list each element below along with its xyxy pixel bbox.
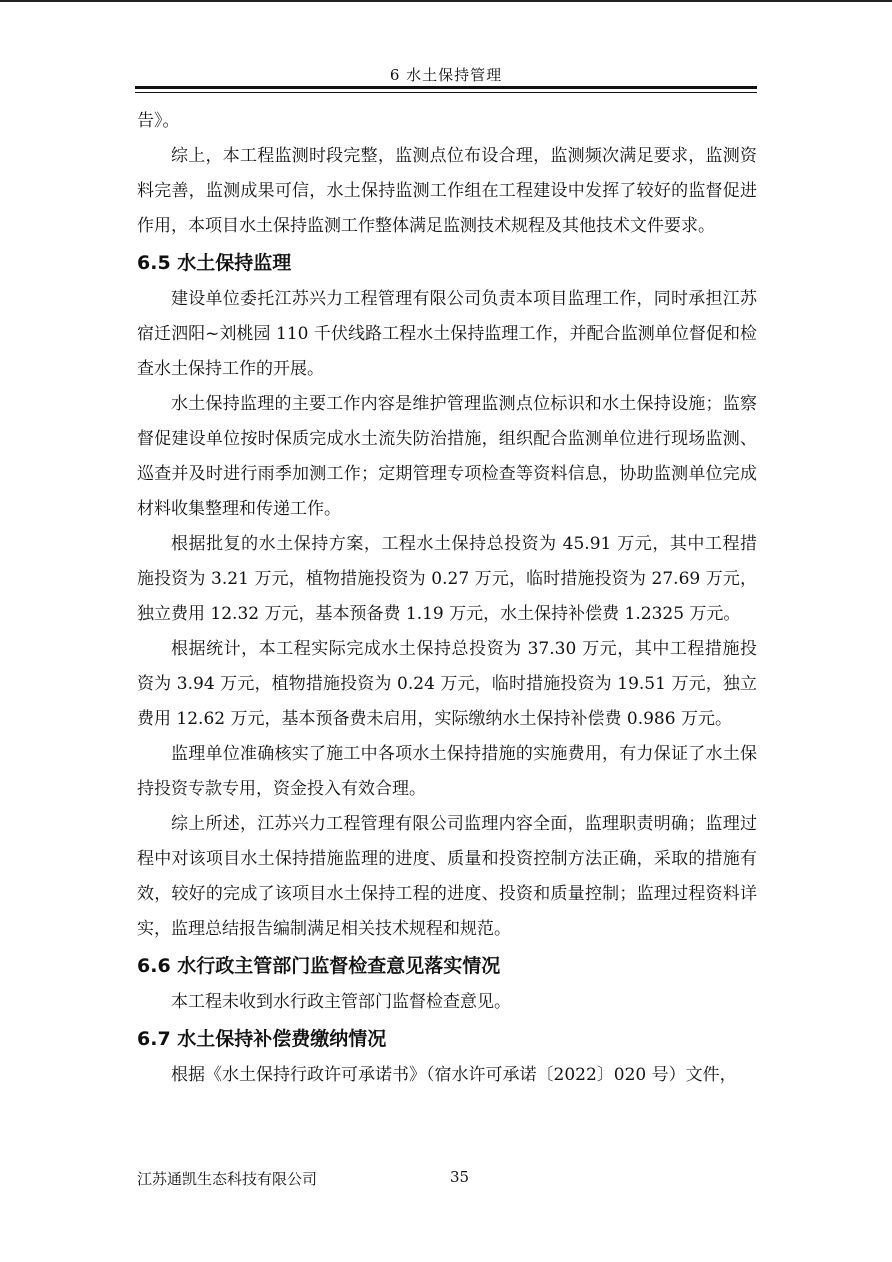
paragraph-cost-verification: 监理单位准确核实了施工中各项水土保持措施的实施费用，有力保证了水土保持投资专款专用，资金投入有效合理。	[137, 744, 757, 799]
paragraph-approved-investment: 根据批复的水土保持方案，工程水土保持总投资为 45.91 万元，其中工程措施投资为 3.21 万元，植物措施投资为 0.27 万元，临时措施投资为 27.69 万元，独立费用 12.32 万元，基本预备费 1.19 万元，水土保持补偿费 1.2325 万元。	[137, 534, 757, 624]
running-header-title: 6 水土保持管理	[389, 66, 503, 84]
paragraph-supervision-entrust: 建设单位委托江苏兴力工程管理有限公司负责本项目监理工作，同时承担江苏宿迁泗阳~刘桃园 110 千伏线路工程水土保持监理工作，并配合监测单位督促和检查水土保持工作的开展。	[137, 289, 757, 379]
paragraph-compensation-fee: 根据《水土保持行政许可承诺书》（宿水许可承诺〔2022〕020 号）文件，	[171, 1065, 737, 1085]
paragraph-actual-investment: 根据统计，本工程实际完成水土保持总投资为 37.30 万元，其中工程措施投资为 3.94 万元，植物措施投资为 0.24 万元，临时措施投资为 19.51 万元，独立费用 12.62 万元，基本预备费未启用，实际缴纳水土保持补偿费 0.986 万元。	[137, 639, 757, 729]
footer-company-name: 江苏通凯生态科技有限公司	[137, 1170, 318, 1188]
header-rule-thin	[135, 92, 757, 93]
paragraph-supervision-summary: 综上所述，江苏兴力工程管理有限公司监理内容全面，监理职责明确；监理过程中对该项目水土保持措施监理的进度、质量和投资控制方法正确，采取的措施有效，较好的完成了该项目水土保持工程的进度、投资和质量控制；监理过程资料详实，监理总结报告编制满足相关技术规程和规范。	[137, 814, 757, 939]
section-heading-6-5: 6.5 水土保持监理	[137, 252, 292, 274]
paragraph-supervision-scope: 水土保持监理的主要工作内容是维护管理监测点位标识和水土保持设施；监察督促建设单位按时保质完成水土流失防治措施，组织配合监测单位进行现场监测、巡查并及时进行雨季加测工作；定期管理专项检查等资料信息，协助监测单位完成材料收集整理和传递工作。	[137, 394, 757, 519]
section-heading-6-6: 6.6 水行政主管部门监督检查意见落实情况	[137, 955, 501, 977]
paragraph-intro-tail: 告》。	[137, 111, 180, 131]
header-rule-thick	[135, 86, 757, 89]
footer-page-number: 35	[450, 1168, 470, 1186]
paragraph-inspection-opinions: 本工程未收到水行政主管部门监督检查意见。	[171, 992, 511, 1012]
page-content	[137, 104, 757, 1093]
top-border-line	[0, 0, 892, 2]
paragraph-monitoring-summary: 综上，本工程监测时段完整，监测点位布设合理，监测频次满足要求，监测资料完善，监测成果可信，水土保持监测工作组在工程建设中发挥了较好的监督促进作用，本项目水土保持监测工作整体满足监测技术规程及其他技术文件要求。	[137, 146, 757, 236]
section-heading-6-7: 6.7 水土保持补偿费缴纳情况	[137, 1028, 387, 1050]
